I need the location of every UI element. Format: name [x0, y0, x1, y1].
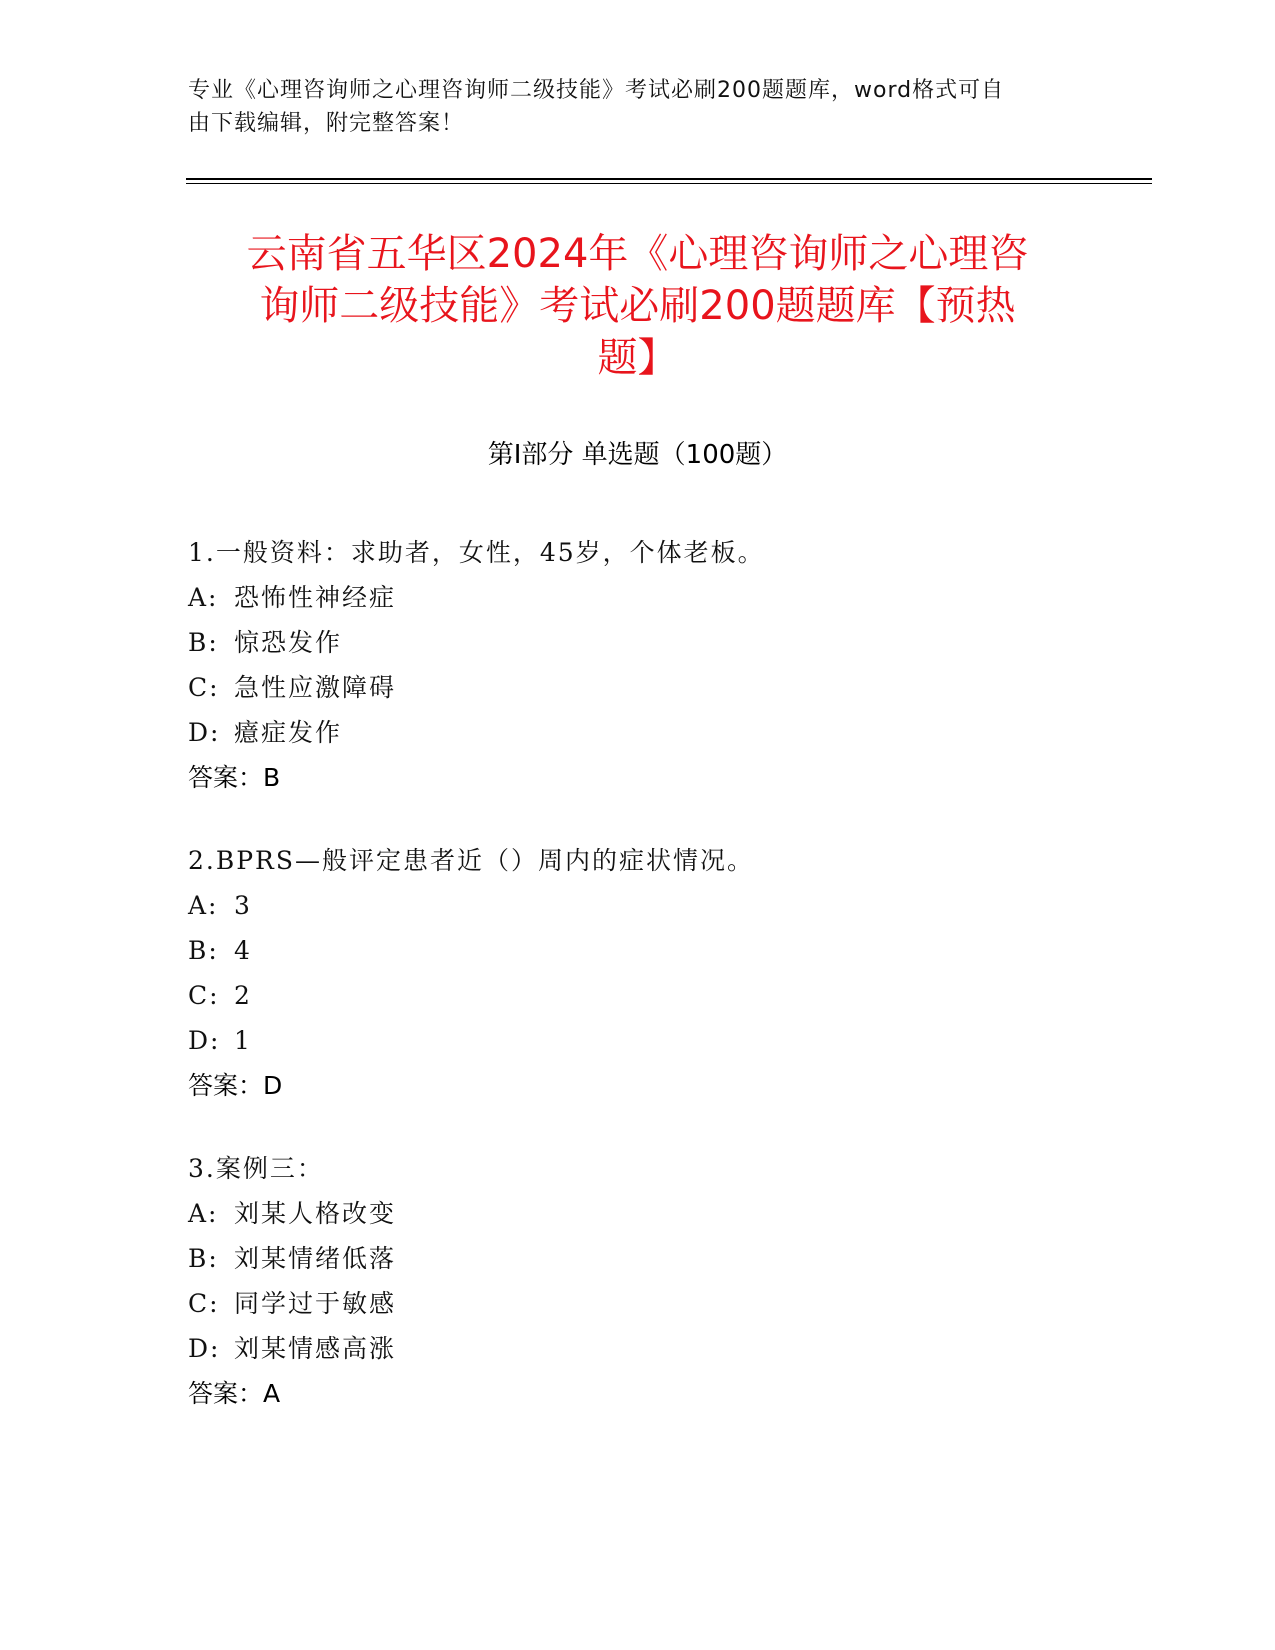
option-text: 4 — [234, 936, 252, 965]
option-text: 3 — [234, 891, 252, 920]
document-title — [170, 228, 1105, 384]
option-key: A: — [188, 1199, 219, 1228]
question-2 — [188, 838, 1128, 1108]
option-key: D: — [188, 718, 221, 747]
question-list — [188, 530, 1128, 1454]
option-text: 刘某情绪低落 — [234, 1244, 397, 1273]
option-text: 刘某情感高涨 — [234, 1334, 397, 1363]
option-key: A: — [188, 891, 219, 920]
question-answer: 答案：B — [188, 763, 281, 792]
option-text: 1 — [234, 1026, 252, 1055]
option-key: C: — [188, 673, 220, 702]
header-rule-thick — [186, 178, 1152, 180]
question-3 — [188, 1146, 1128, 1416]
option-key: C: — [188, 981, 220, 1010]
header-note — [188, 74, 1078, 140]
header-note-line2: 由下载编辑，附完整答案！ — [188, 111, 465, 136]
option-text: 同学过于敏感 — [234, 1289, 397, 1318]
option-key: B: — [188, 936, 219, 965]
question-stem: 3.案例三： — [188, 1154, 324, 1183]
option-key: A: — [188, 583, 219, 612]
question-option-b — [188, 928, 1128, 973]
option-text: 刘某人格改变 — [234, 1199, 397, 1228]
option-text: 惊恐发作 — [234, 628, 343, 657]
question-option-a — [188, 1191, 1128, 1236]
question-option-d — [188, 1326, 1128, 1371]
header-rule-thin — [186, 183, 1152, 184]
option-text: 恐怖性神经症 — [234, 583, 397, 612]
question-answer: 答案：A — [188, 1379, 281, 1408]
option-key: B: — [188, 628, 219, 657]
header-note-line1: 专业《心理咨询师之心理咨询师二级技能》考试必刷200题题库，word格式可自 — [188, 78, 1005, 103]
question-stem: 1.一般资料：求助者，女性，45岁，个体老板。 — [188, 538, 765, 567]
option-text: 急性应激障碍 — [234, 673, 397, 702]
question-stem: 2.BPRS—般评定患者近（）周内的症状情况。 — [188, 846, 754, 875]
question-1 — [188, 530, 1128, 800]
question-option-d — [188, 1018, 1128, 1063]
option-text: 癔症发作 — [234, 718, 343, 747]
option-text: 2 — [234, 981, 252, 1010]
option-key: D: — [188, 1026, 221, 1055]
option-key: B: — [188, 1244, 219, 1273]
question-option-a — [188, 575, 1128, 620]
question-option-c — [188, 973, 1128, 1018]
question-option-c — [188, 1281, 1128, 1326]
document-title-line2: 询师二级技能》考试必刷200题题库【预热 — [259, 283, 1016, 329]
question-option-c — [188, 665, 1128, 710]
question-answer: 答案：D — [188, 1071, 283, 1100]
question-option-a — [188, 883, 1128, 928]
option-key: C: — [188, 1289, 220, 1318]
document-title-line1: 云南省五华区2024年《心理咨询师之心理咨 — [246, 231, 1029, 277]
question-option-b — [188, 1236, 1128, 1281]
document-title-line3: 题】 — [597, 335, 678, 381]
section-heading: 第I部分 单选题（100题） — [487, 440, 788, 470]
question-option-d — [188, 710, 1128, 755]
question-option-b — [188, 620, 1128, 665]
option-key: D: — [188, 1334, 221, 1363]
